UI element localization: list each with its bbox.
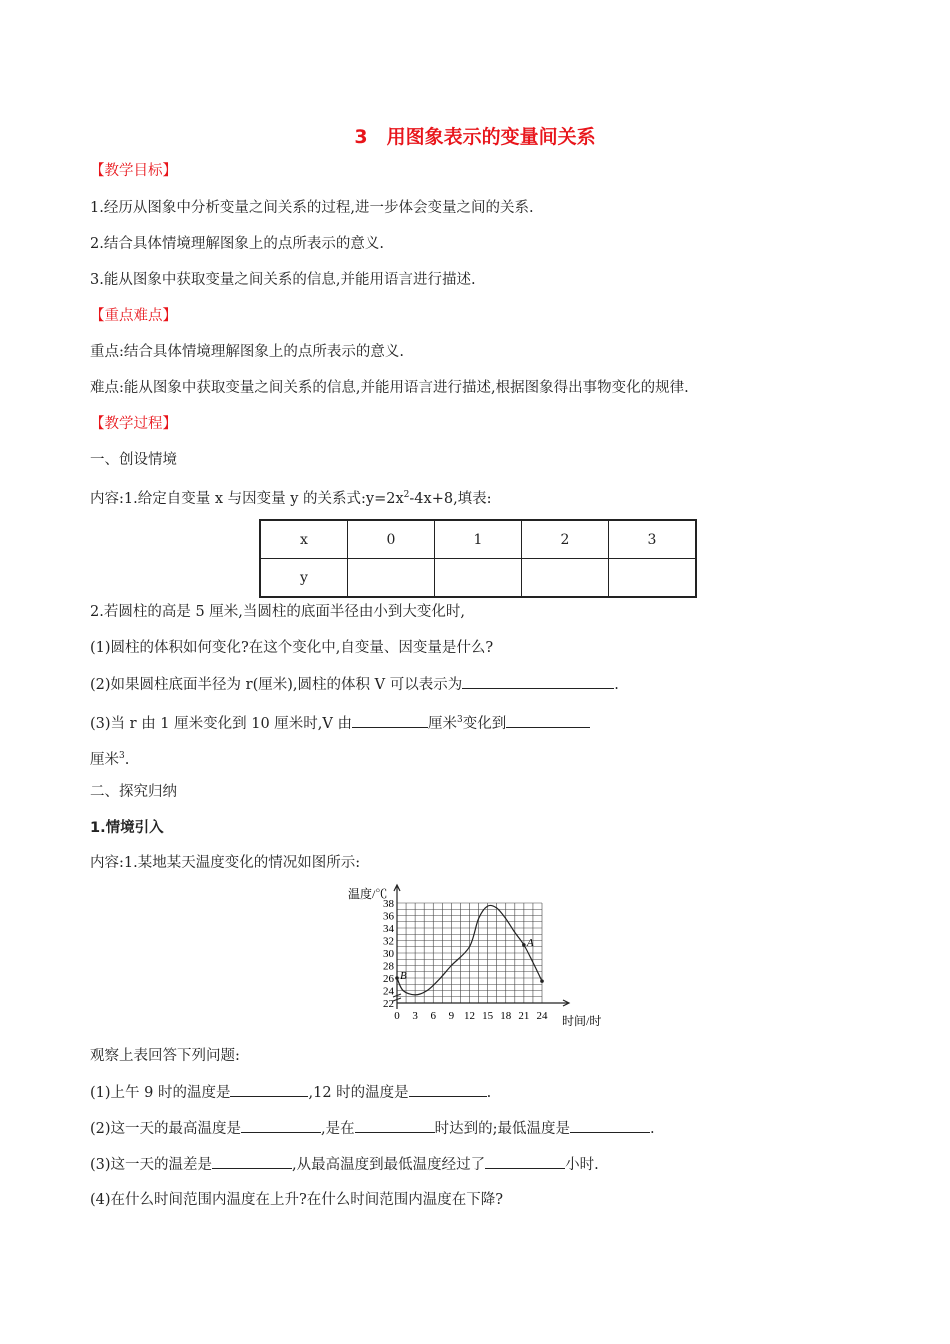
table-cell[interactable] xyxy=(609,559,697,598)
part-1-heading: 一、创设情境 xyxy=(90,452,177,468)
table-cell: 3 xyxy=(609,520,697,559)
answer-blank[interactable] xyxy=(485,1154,565,1169)
difficult-point: 难点:能从图象中获取变量之间关系的信息,并能用语言进行描述,根据图象得出事物变化的规律. xyxy=(90,380,689,396)
x-tick-label: 0 xyxy=(394,1010,400,1022)
y-tick-label: 24 xyxy=(383,985,394,998)
table-row-x xyxy=(260,520,696,559)
sentence-end: . xyxy=(124,751,130,768)
answer-4: (4)在什么时间范围内温度在上升?在什么时间范围内温度在下降? xyxy=(90,1192,504,1208)
question-2-3 xyxy=(90,710,590,734)
x-axis-label: 时间/时 xyxy=(562,1014,602,1028)
answer-2-text: (2)这一天的最高温度是 xyxy=(90,1121,242,1137)
y-tick-label: 36 xyxy=(383,910,394,923)
point-b xyxy=(395,976,399,980)
x-tick-label: 12 xyxy=(464,1010,475,1022)
question-2-2-end: . xyxy=(614,677,619,693)
answer-1-end: . xyxy=(486,1085,492,1101)
process-heading: 【教学过程】 xyxy=(90,416,177,432)
question-2-2 xyxy=(90,674,619,695)
question-2: 2.若圆柱的高是 5 厘米,当圆柱的底面半径由小到大变化时, xyxy=(90,604,465,620)
question-2-3-cont xyxy=(90,746,129,770)
table-cell: 1 xyxy=(435,520,522,559)
key-point: 重点:结合具体情境理解图象上的点所表示的意义. xyxy=(90,344,404,360)
answer-3-text: (3)这一天的温差是 xyxy=(90,1157,213,1173)
unit-label: 厘米 xyxy=(428,715,457,732)
question-2-3-text: (3)当 r 由 1 厘米变化到 10 厘米时,V 由 xyxy=(90,715,352,732)
answer-3-end: 小时. xyxy=(565,1157,599,1173)
point-label-b: B xyxy=(400,970,407,982)
table-cell: x xyxy=(260,520,348,559)
x-tick-label: 21 xyxy=(518,1010,530,1022)
answer-blank[interactable] xyxy=(409,1082,487,1097)
question-2-3-mid: 变化到 xyxy=(462,715,507,732)
x-tick-label: 3 xyxy=(412,1010,418,1022)
answer-blank[interactable] xyxy=(570,1118,650,1133)
end-point xyxy=(540,979,544,983)
cube-exponent: 3 xyxy=(119,751,125,761)
answer-3-mid: ,从最高温度到最低温度经过了 xyxy=(292,1157,486,1173)
y-axis-label: 温度/℃ xyxy=(348,887,388,901)
question-2-2-text: (2)如果圆柱底面半径为 r(厘米),圆柱的体积 V 可以表示为 xyxy=(90,677,463,693)
chart-grid xyxy=(397,903,542,1003)
goal-2: 2.结合具体情境理解图象上的点所表示的意义. xyxy=(90,236,384,252)
goals-heading: 【教学目标】 xyxy=(90,163,177,179)
point-label-a: A xyxy=(526,936,534,949)
y-tick-label: 34 xyxy=(383,923,394,935)
content-1 xyxy=(90,485,492,509)
answer-blank[interactable] xyxy=(241,1118,321,1133)
answer-2 xyxy=(90,1118,655,1139)
y-tick-label: 30 xyxy=(383,948,394,960)
table-row-y xyxy=(260,559,696,598)
sub-heading-1: 1.情境引入 xyxy=(90,820,164,836)
y-tick-label: 26 xyxy=(383,973,394,985)
observe-prompt: 观察上表回答下列问题: xyxy=(90,1048,240,1064)
unit-label: 厘米 xyxy=(90,751,119,768)
answer-2-mid1: ,是在 xyxy=(321,1121,355,1137)
cube-exponent: 3 xyxy=(457,715,463,725)
table-cell: 2 xyxy=(522,520,609,559)
answer-blank[interactable] xyxy=(230,1082,308,1097)
y-tick-label: 38 xyxy=(383,898,394,910)
answer-blank[interactable] xyxy=(352,713,428,728)
answer-blank[interactable] xyxy=(462,674,614,689)
x-tick-label: 9 xyxy=(448,1010,455,1022)
question-2-1: (1)圆柱的体积如何变化?在这个变化中,自变量、因变量是什么? xyxy=(90,640,494,656)
answer-1-mid: ,12 时的温度是 xyxy=(308,1085,409,1101)
goal-1: 1.经历从图象中分析变量之间关系的过程,进一步体会变量之间的关系. xyxy=(90,200,534,216)
page-title: 3 用图象表示的变量间关系 xyxy=(354,126,596,148)
table-cell[interactable] xyxy=(435,559,522,598)
answer-1-text: (1)上午 9 时的温度是 xyxy=(90,1085,231,1101)
answer-blank[interactable] xyxy=(355,1118,435,1133)
table-cell: y xyxy=(260,559,348,598)
content-1-exponent: 2 xyxy=(403,490,410,500)
fill-table xyxy=(259,519,697,598)
table-cell[interactable] xyxy=(348,559,435,598)
content-1-prefix: 内容:1.给定自变量 x 与因变量 y 的关系式:y=2x xyxy=(90,490,404,507)
answer-blank[interactable] xyxy=(212,1154,292,1169)
part-2-heading: 二、探究归纳 xyxy=(90,784,177,800)
y-tick-label: 28 xyxy=(383,960,394,973)
content-2: 内容:1.某地某天温度变化的情况如图所示: xyxy=(90,855,361,871)
x-tick-label: 24 xyxy=(536,1010,548,1022)
answer-3 xyxy=(90,1154,599,1175)
y-tick-label: 22 xyxy=(383,998,394,1010)
answer-1 xyxy=(90,1082,491,1103)
table-cell[interactable] xyxy=(522,559,609,598)
point-a xyxy=(522,943,526,947)
x-tick-label: 18 xyxy=(500,1010,512,1022)
goal-3: 3.能从图象中获取变量之间关系的信息,并能用语言进行描述. xyxy=(90,272,476,288)
answer-2-end: . xyxy=(650,1121,655,1137)
answer-2-mid2: 时达到的;最低温度是 xyxy=(434,1121,571,1137)
content-1-suffix: -4x+8,填表: xyxy=(409,490,492,507)
x-tick-label: 15 xyxy=(482,1010,494,1022)
table-cell: 0 xyxy=(348,520,435,559)
x-tick-label: 6 xyxy=(430,1010,436,1022)
y-tick-label: 32 xyxy=(383,935,394,948)
key-heading: 【重点难点】 xyxy=(90,308,177,324)
temperature-chart xyxy=(340,882,620,1032)
answer-blank[interactable] xyxy=(506,713,590,728)
